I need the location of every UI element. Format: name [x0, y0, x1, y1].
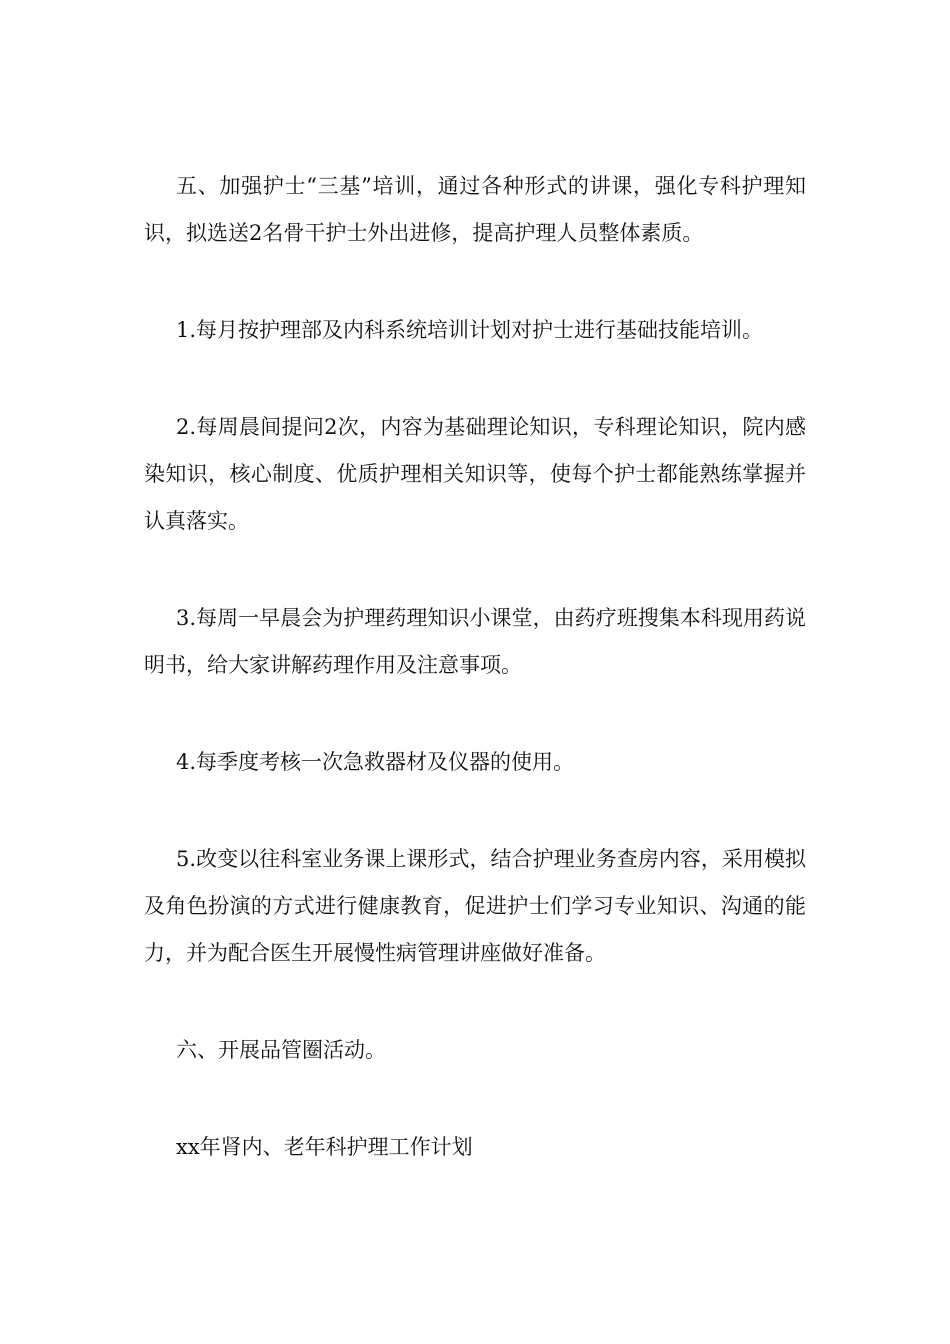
- paragraph-gap: [144, 977, 806, 1027]
- document-body: [144, 163, 806, 1171]
- paragraph-gap: [144, 257, 806, 307]
- paragraph-item-4: 4.每季度考核一次急救器材及仪器的使用。: [176, 750, 575, 774]
- paragraph-section-5: 五、加强护士“三基”培训，通过各种形式的讲课，强化专科护理知识，拟选送2名骨干护士外出进修，提高护理人员整体素质。: [144, 174, 806, 245]
- paragraph-item-2: 2.每周晨间提问2次，内容为基础理论知识，专科理论知识，院内感染知识，核心制度、优质护理相关知识等，使每个护士都能熟练掌握并认真落实。: [144, 415, 806, 533]
- paragraph-gap: [144, 1074, 806, 1124]
- paragraph-gap: [144, 354, 806, 404]
- paragraph-item-1: 1.每月按护理部及内科系统培训计划对护士进行基础技能培训。: [176, 318, 764, 342]
- paragraph-plan-title: xx年肾内、老年科护理工作计划: [176, 1135, 473, 1159]
- paragraph-item-3: 3.每周一早晨会为护理药理知识小课堂，由药疗班搜集本科现用药说明书，给大家讲解药理作用及注意事项。: [144, 606, 806, 677]
- paragraph-gap: [144, 786, 806, 836]
- paragraph-item-5: 5.改变以往科室业务课上课形式，结合护理业务查房内容，采用模拟及角色扮演的方式进行健康教育，促进护士们学习专业知识、沟通的能力，并为配合医生开展慢性病管理讲座做好准备。: [144, 847, 806, 965]
- paragraph-gap: [144, 689, 806, 739]
- paragraph-section-6: 六、开展品管圈活动。: [176, 1038, 386, 1062]
- paragraph-gap: [144, 545, 806, 595]
